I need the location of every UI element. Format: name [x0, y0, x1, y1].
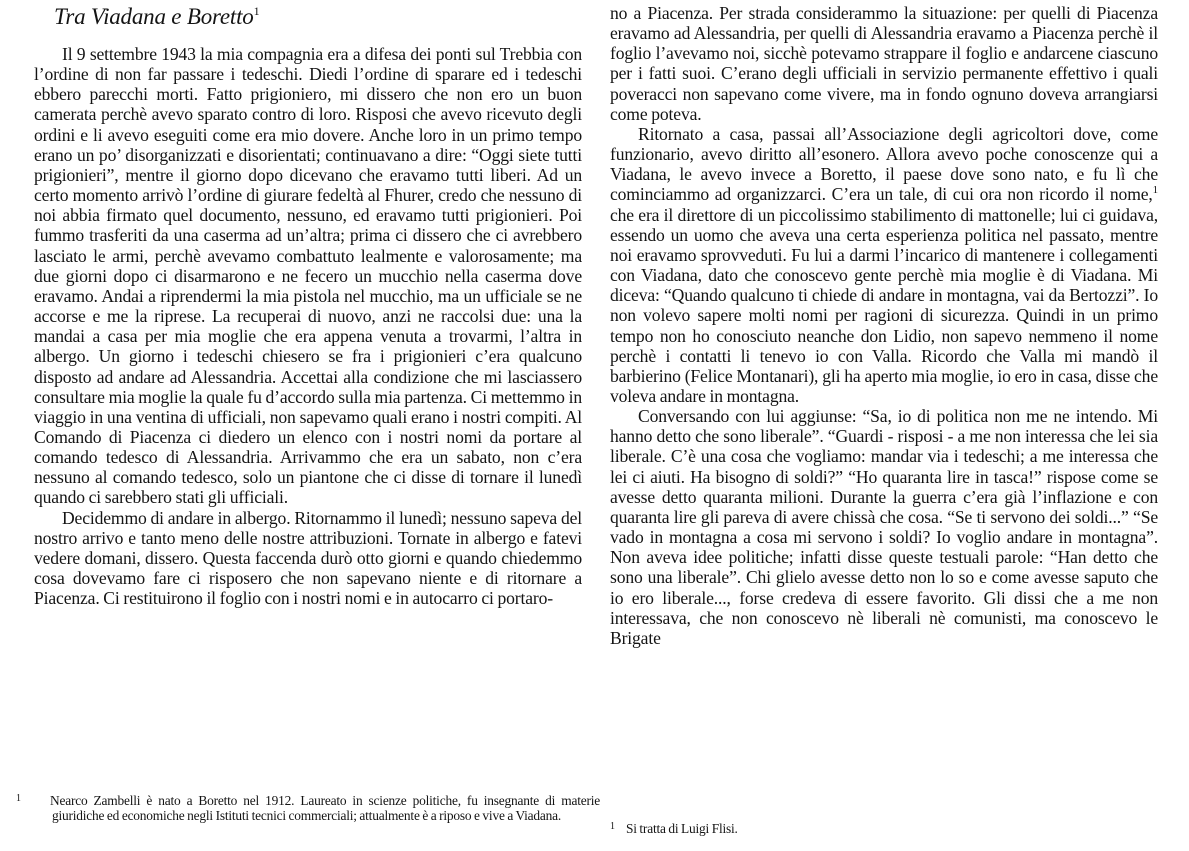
paragraph: Il 9 settembre 1943 la mia compagnia era a difesa dei ponti sul Trebbia con l’ordine di non far passare i tedeschi. Diedi l’ordine di sparare ed i tedeschi ebbero parecchi morti. Fatto prigioniero, mi dissero che non ero un buon camerata perchè avevo sparato contro di loro. Risposi che avevo ricevuto degli ordini e li avevo eseguiti come era mio dovere. Anche loro in un primo tempo erano un po’ disorganizzati e disorientati; continuavano a dire: “Oggi siete tutti prigionieri”, mentre il giorno dopo dicevano che eravamo tutti liberi. Ad un certo momento arrivò l’ordine di giurare fedeltà al Fhurer, credo che nessuno di noi abbia firmato quel documento, nessuno, ed eravamo tutti prigionieri. Poi fummo trasferiti da una caserma ad un’altra; prima ci dissero che ci avrebbero lasciato le armi, perchè avevamo combattuto lealmente e valorosamente; ma due giorni dopo ci disarmarono e ne fecero un mucchio nella caserma dove eravamo. Andai a riprendermi la mia pistola nel mucchio, ma un ufficiale se ne accorse e me la riprese. La recuperai di nuovo, anzi ne raccolsi due: una la mandai a casa per mia moglie che era appena venuta a trovarmi, l’altra in albergo. Un giorno i tedeschi chiesero se fra i prigionieri c’era qualcuno disposto ad andare ad Alessandria. Accettai alla condizione che mi lasciassero consultare mia moglie la quale fu d’accordo sulla mia partenza. Ci mettemmo in viaggio in una ventina di ufficiali, non sapevamo quali erano i nostri compiti. Al Comando di Piacenza ci diedero un elenco con i nostri nomi da portare al comando tedesco di Alessandria. Arrivammo che era un sabato, non c’era nessuno al comando tedesco, solo un piantone che ci disse di tornare il lunedì quando ci sarebbero stati gli ufficiali. — [34, 44, 582, 508]
paragraph — [610, 124, 1158, 406]
paragraph: Decidemmo di andare in albergo. Ritornammo il lunedì; nessuno sapeva del nostro arrivo e tanto meno delle nostre attribuzioni. Tornate in albergo e fatevi vedere domani, dissero. Questa faccenda durò otto giorni e quando chiedemmo cosa dovevamo fare ci risposero che non sapevano niente e di ritornare a Piacenza. Ci restituirono il foglio con i nostri nomi e in autocarro ci portaro- — [34, 507, 582, 609]
right-body-text — [610, 3, 1158, 648]
title-footnote-marker: 1 — [253, 4, 260, 18]
inline-footnote-marker: 1 — [1152, 184, 1158, 197]
chapter-title-text: Tra Viadana e Boretto — [54, 4, 254, 29]
left-body-text — [34, 44, 582, 608]
paragraph: Conversando con lui aggiunse: “Sa, io di politica non me ne intendo. Mi hanno detto che sono liberale”. “Guardi - risposi - a me non interessa che lei sia liberale. C’è una cosa che vogliamo: mandar via i tedeschi; a me interessa che lei ci aiuti. Ha bisogno di soldi?” “Ho quaranta lire in tasca!” rispose come se avesse detto quaranta milioni. Durante la guerra c’era già l’inflazione e con quaranta lire gli pareva di avere chissà che cosa. “Se ti servono dei soldi...” “Se vado in montagna a cosa mi servono i soldi? Io voglio andare in montagna”. Non aveva idee politiche; infatti disse queste testuali parole: “Han detto che sono una liberale”. Chi glielo avesse detto non lo so e come avesse saputo che io ero liberale..., forse credeva di essere favorito. Gli dissi che a me non interessava, che non conoscevo nè liberali nè comunisti, ma conoscevo le Brigate — [610, 406, 1158, 648]
right-page — [610, 0, 1158, 851]
left-footnote: 1 Nearco Zambelli è nato a Boretto nel 1912. Laureato in scienze politiche, fu insegnante di materie giuridiche ed economiche negli Istituti tecnici commerciali; attualmente è a riposo e vive a Viadana. — [16, 793, 600, 823]
paragraph-text: Ritornato a casa, passai all’Associazione degli agricoltori dove, come funzionario, avevo diritto all’esonero. Allora avevo poche conoscenze qui a Viadana, le avevo invece a Boretto, il paese dove sono nato, e fu lì che cominciammo ad organizzarci. C’era un tale, di cui ora non ricordo il nome, — [610, 123, 1158, 205]
footnote-text: Nearco Zambelli è nato a Boretto nel 1912. Laureato in scienze politiche, fu insegnante di materie giuridiche ed economiche negli Istituti tecnici commerciali; attualmente è a riposo e vive a Viadana. — [50, 793, 600, 823]
chapter-title — [54, 3, 259, 31]
right-footnote: 1 Si tratta di Luigi Flisi. — [610, 821, 738, 836]
paragraph-text: che era il direttore di un piccolissimo stabilimento di mattonelle; lui ci guidava, essendo un uomo che aveva una certa esperienza politica nel passato, mentre noi eravamo sprovveduti. Fu lui a darmi l’incarico di mantenere i collegamenti con Viadana, dato che conoscevo gente perchè mia moglie è di Viadana. Mi diceva: “Quando qualcuno ti chiede di andare in montagna, vai da Bertozzi”. Io non volevo sapere molti nomi per ragioni di sicurezza. Quindi in un primo tempo non ho conosciuto neanche don Lidio, non sapevo nemmeno il nome perchè i contatti li tenevo io con Valla. Ricordo che Valla mi mandò il barbierino (Felice Montanari), gli ha aperto mia moglie, io ero in casa, disse che voleva andare in montagna. — [610, 204, 1158, 406]
left-page — [16, 0, 600, 851]
footnote-text: Si tratta di Luigi Flisi. — [626, 821, 738, 836]
paragraph-continued: no a Piacenza. Per strada considerammo la situazione: per quelli di Piacenza eravamo ad Alessandria, per quelli di Alessandria eravamo a Piacenza perchè il foglio l’avevamo noi, sicchè potevamo strappare il foglio e andarcene ciascuno per i fatti suoi. C’erano degli ufficiali in servizio permanente effettivo i quali poveracci non sapevano come vivere, ma in fondo ognuno doveva arrangiarsi come poteva. — [610, 3, 1158, 124]
